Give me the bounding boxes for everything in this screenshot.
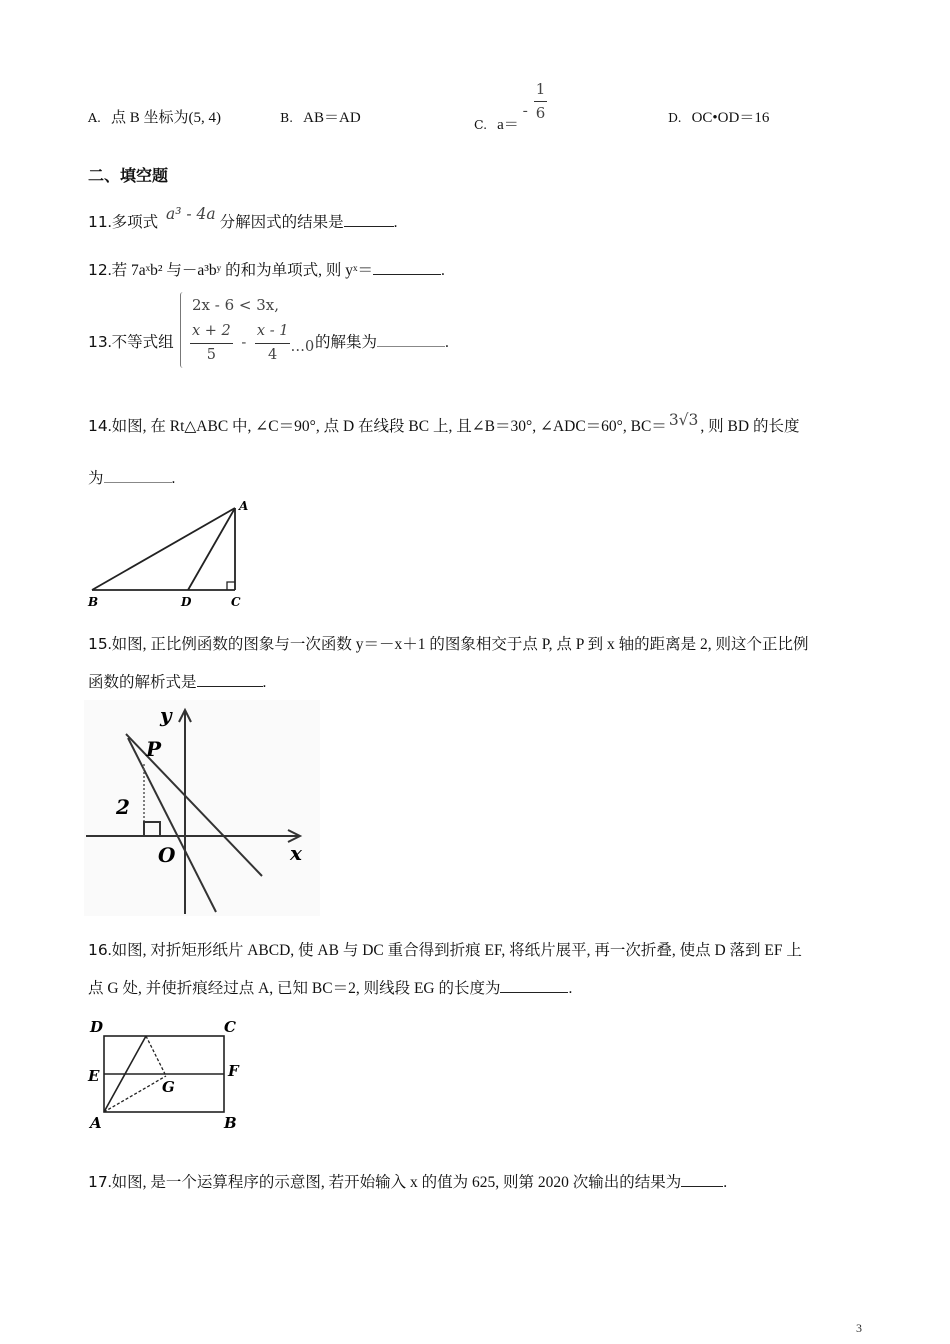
fig14-label-a: A: [239, 499, 249, 513]
option-c-minus: -: [522, 102, 528, 119]
section-title: 二、填空题: [88, 166, 169, 185]
fig16-label-g: G: [162, 1078, 175, 1096]
q11-answer-blank[interactable]: [344, 213, 394, 227]
fig14-label-c: C: [231, 595, 241, 609]
option-d-text: OC•OD＝16: [691, 110, 770, 126]
question-14: [88, 411, 800, 436]
q13-suffix-line: [315, 330, 449, 352]
q12-number: 12: [88, 261, 108, 279]
fig15-label-o: O: [158, 843, 176, 867]
q13-f1-num: x + 2: [190, 324, 233, 344]
q13-answer-blank[interactable]: [377, 333, 445, 347]
q17-number: 17: [88, 1173, 108, 1191]
fig14-label-d: D: [181, 595, 192, 609]
question-17: [88, 1170, 727, 1192]
option-d-tag: D.: [668, 110, 682, 125]
page-number: 3: [856, 1321, 862, 1335]
question-16-line2: [88, 976, 572, 998]
q16-line1: .如图, 对折矩形纸片 ABCD, 使 AB 与 DC 重合得到折痕 EF, 将纸片展平, 再一次折叠, 使点 D 落到 EF 上: [107, 942, 802, 959]
q11-suffix: 分解因式的结果是: [219, 214, 344, 231]
q12-end: .: [440, 262, 445, 279]
q13-f2-den: 4: [268, 346, 278, 363]
fig16-label-c: C: [224, 1018, 236, 1036]
q13-tail: …0: [290, 339, 315, 355]
q12-answer-blank[interactable]: [373, 261, 441, 275]
q16-line2: 点 G 处, 并使折痕经过点 A, 已知 BC＝2, 则线段 EG 的长度为: [88, 980, 501, 997]
option-b-tag: B.: [280, 110, 294, 125]
q15-number: 15: [88, 635, 108, 653]
option-b: [280, 106, 361, 127]
fig16-label-d: D: [90, 1018, 104, 1036]
question-15-line2: [88, 670, 266, 692]
q14-line2: 为: [88, 470, 104, 487]
figure-15: [84, 700, 320, 916]
option-b-text: AB＝AD: [303, 110, 361, 126]
q17-end: .: [723, 1174, 728, 1191]
fig16-label-b: B: [224, 1114, 237, 1132]
q17-text: .如图, 是一个运算程序的示意图, 若开始输入 x 的值为 625, 则第 2020 次输出的结果为: [107, 1174, 682, 1191]
q16-answer-blank[interactable]: [500, 979, 568, 993]
option-d: [668, 106, 769, 127]
fig16-label-a: A: [90, 1114, 102, 1132]
q16-end: .: [568, 980, 573, 997]
option-c-tag: C.: [474, 116, 488, 132]
option-c-num: 1: [534, 82, 548, 102]
fig16-label-e: E: [88, 1067, 100, 1085]
q13-brace: [180, 292, 183, 368]
question-15: [88, 632, 809, 654]
q14-number: 14: [88, 417, 108, 435]
q14-value: 3√3: [668, 411, 699, 429]
option-c-fraction: [534, 82, 548, 121]
q17-answer-blank[interactable]: [681, 1173, 723, 1187]
fig15-label-x: x: [290, 841, 302, 865]
q15-answer-blank[interactable]: [197, 673, 263, 687]
q13-prefix: .不等式组: [107, 334, 174, 351]
fig15-label-p: P: [146, 737, 162, 761]
q11-expression: a³ - 4a: [166, 205, 216, 223]
fig16-label-f: F: [228, 1062, 239, 1080]
option-c-den: 6: [535, 104, 546, 122]
q12-text: .若 7aˣb² 与－a³bʸ 的和为单项式, 则 yˣ＝: [107, 262, 373, 279]
q13-line2: [190, 324, 314, 362]
fig14-line-ad: [188, 508, 235, 590]
question-12: [88, 258, 445, 280]
option-a-text: 点 B 坐标为(5, 4): [111, 110, 222, 126]
question-13-label: [88, 330, 174, 352]
q15-line1: .如图, 正比例函数的图象与一次函数 y＝－x＋1 的图象相交于点 P, 点 P 到 x 轴的距离是 2, 则这个正比例: [107, 636, 809, 653]
q13-minus: -: [241, 335, 247, 351]
option-c-prefix: a＝: [497, 116, 519, 133]
q13-f2-num: x - 1: [255, 324, 291, 344]
figure-16: [84, 1014, 254, 1134]
question-14-line2: [88, 466, 175, 488]
q11-number: 11: [88, 213, 108, 231]
q13-fraction-2: [255, 324, 291, 362]
fig14-label-b: B: [88, 595, 99, 609]
q13-suffix: 的解集为: [315, 334, 378, 351]
fig15-label-y: y: [160, 703, 172, 727]
q13-fraction-1: [190, 324, 233, 362]
q14-end: .: [171, 470, 176, 487]
q15-end: .: [262, 674, 267, 691]
q13-number: 13: [88, 333, 108, 351]
q13-f1-den: 5: [206, 346, 216, 363]
option-a: [88, 106, 221, 127]
fig16-dashed-dg: [146, 1036, 166, 1076]
option-c: [474, 80, 547, 133]
fig14-right-angle: [227, 582, 235, 590]
q14-text: .如图, 在 Rt△ABC 中, ∠C＝90°, 点 D 在线段 BC 上, 且∠B＝30°, ∠ADC＝60°, BC＝: [107, 418, 667, 435]
q14-tail: , 则 BD 的长度: [700, 418, 800, 435]
fig15-label-2: 2: [116, 795, 130, 819]
figure-14: [84, 496, 254, 614]
q16-number: 16: [88, 941, 108, 959]
q11-end: .: [393, 214, 398, 231]
q15-line2: 函数的解析式是: [88, 674, 197, 691]
q14-answer-blank[interactable]: [104, 469, 172, 483]
question-16: [88, 938, 802, 960]
q13-end: .: [445, 334, 449, 351]
fig14-line-ab: [92, 508, 235, 590]
q11-prefix: .多项式: [107, 214, 159, 231]
option-a-tag: A.: [88, 110, 102, 125]
question-11: [88, 205, 398, 232]
q13-line1: 2x - 6 < 3x,: [192, 296, 280, 314]
